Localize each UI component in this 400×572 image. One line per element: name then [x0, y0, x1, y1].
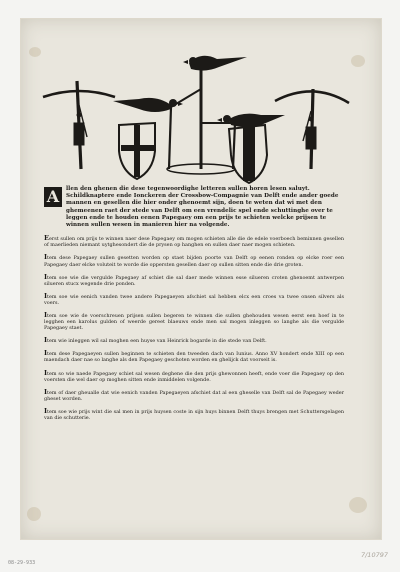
catalogue-number: 08-29-933: [8, 560, 36, 566]
paragraph: Item soe wie eenich vanden twee andere Papegaeyen afschiet sal hebben elcx een croes va twee onsen silvers als voers.: [44, 291, 344, 306]
decorated-initial: A: [44, 187, 62, 207]
proclamation-text: [44, 186, 344, 426]
paragraph: Item dese Papegaeyen sullen beginnen te schieten den tweeden dach van Iunius. Anno XV hondert ende XIII op een maendach daer nae so langhe als den Papegaey geschoten worden en ghelijck dat voorseit is.: [44, 349, 344, 364]
crossbow-left-icon: [43, 81, 115, 169]
paragraph: Item wie inleggen wil sal moghen een huyse van Heinrick bogarde in die stede van Delft.: [44, 336, 267, 345]
cross-shield-icon: [119, 123, 155, 179]
paragraph: Item soe wie prijs wint die sal men in prijs huysen coste in sijn huys binnen Delft thuys brengen met Schuttersgelagen van die schutterie.: [44, 406, 344, 421]
paragraph: Item soe wie die vergulde Papegaey af schiet die sal daer mede winnen esse silueren croten ghenoemt antwerpen silueren stucx wegende drie ponden.: [44, 272, 344, 287]
popinjay-bird-right-icon: [217, 114, 285, 127]
foxing-stain: [27, 507, 41, 521]
pencil-number: 7/10797: [360, 551, 388, 559]
crossbow-right-icon: [275, 89, 349, 169]
heading-text: llen den ghenen die dese tegenwoordighe letteren sullen horen lesen saluyt. Schildknaptere ende Ionckeren der Crossbow-Compagnie van Delft ende ander goede mannen en gesellen die hier onder ghenoemt sijn, doen te weten dat wi met den ghemeenen raet der stede van Delft om een vrendelic spel ende schuttinghe over te leggen ende te houden eenen Papegaey om een prijs te schieten welcke prijsen te winnen sullen wesen in manieren hier na volgende.: [66, 186, 339, 229]
paragraph: Eerst sullen om prijs te winnen naer dese Papegaey om mogen schieten alle die de edele voerboech beminnen gesellen of maerlieden niemant uytghesondert die de prysen op hanghen en sullen daer naer mogen schieten.: [44, 234, 344, 249]
paragraph: Item dese Papegaey sullen gesetten worden op staet bijden poorte van Delft op eenen ronden op elcke roer een Papegaey daer elcke voluteit te worde die oppersten gesellen daer op sullen sitten ende die drie groten.: [44, 253, 344, 268]
woodcut-illustration: [21, 19, 381, 189]
paragraph: Item of daer gheualle dat wie eenich vanden Papegaeyen afschiet dat al een gheselle van Delft sal de Papegaey weder gheset worden.: [44, 387, 344, 402]
paragraph: Item so wie naede Papegaey schiet sal wesen deghene die den prijs ghewonnen heeft, ende voer die Papegaey op den voersten die wel daer op moghen sitten ende inmiddelen volgende.: [44, 368, 344, 383]
foxing-stain: [349, 497, 367, 513]
proclamation-heading: [44, 186, 344, 229]
popinjay-bird-left-icon: [113, 98, 183, 112]
popinjay-bird-top-icon: [183, 56, 247, 71]
paragraph: Item soe wie de voerschreuen prijsen sullen begeren te winnen die sullen ghehouden wesen eerst een hoef in te legghen een karolus gulden of weerde gereet blaeuws ende men sal mogen inleggen so langhe als die vergulde Papegaey staet.: [44, 310, 344, 332]
